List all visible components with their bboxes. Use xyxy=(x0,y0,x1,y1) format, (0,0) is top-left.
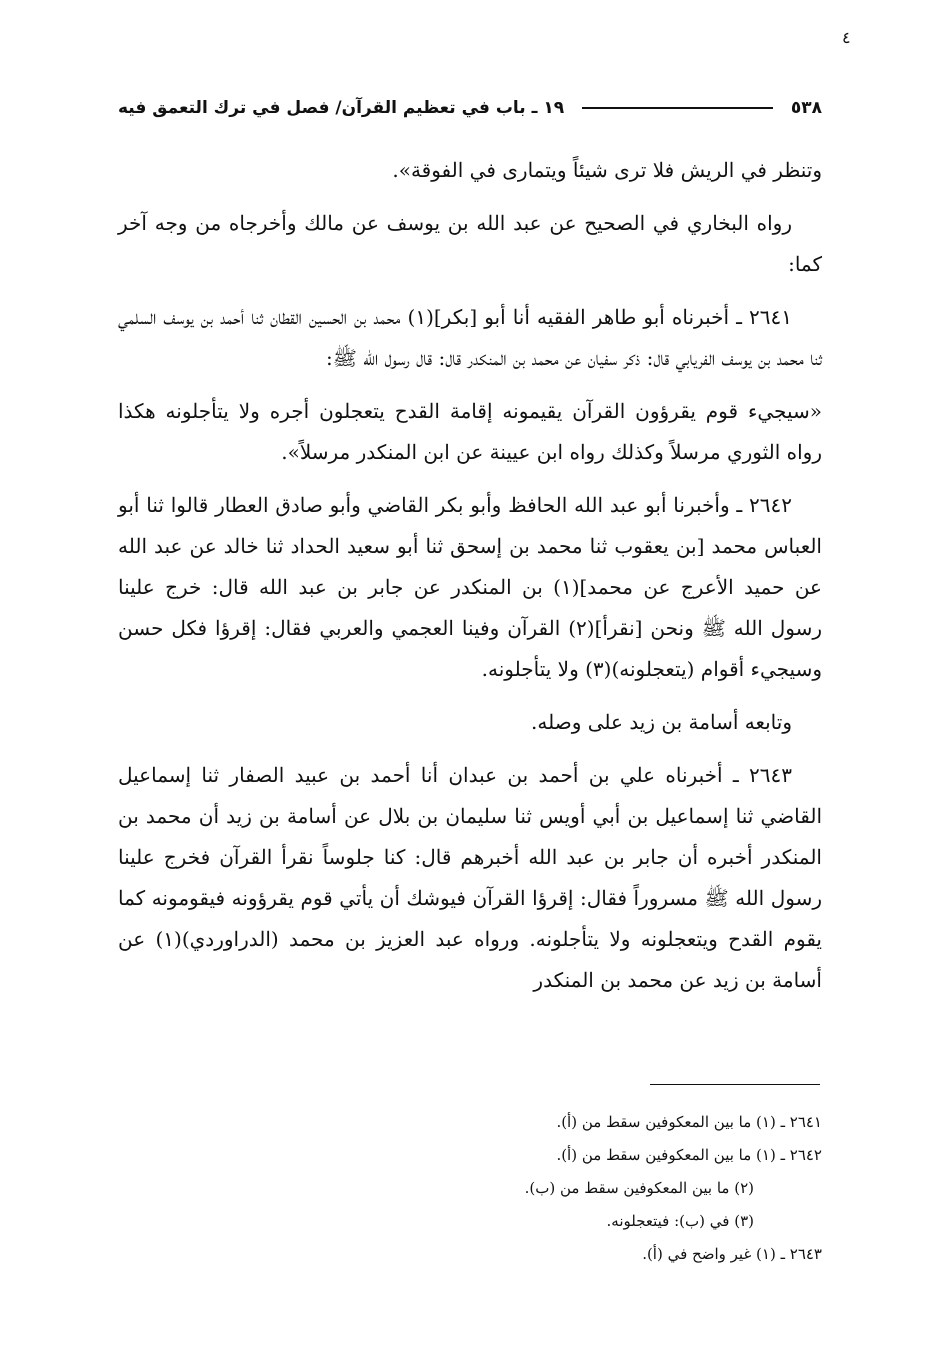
paragraph: وتابعه أسامة بن زيد على وصله. xyxy=(531,710,792,734)
footnote: ٢٦٤٢ ـ (١) ما بين المعكوفين سقط من (أ). xyxy=(556,1146,822,1164)
footnote: (٢) ما بين المعكوفين سقط من (ب). xyxy=(524,1179,754,1197)
footnote: (٣) في (ب): فيتعجلونه. xyxy=(606,1212,754,1230)
header-rule xyxy=(582,107,773,109)
hadith-2642: ٢٦٤٢ ـ وأخبرنا أبو عبد الله الحافظ وأبو بكر القاضي وأبو صادق العطار قالوا ثنا أبو العباس محمد [بن يعقوب ثنا محمد بن إسحق ثنا أبو سعيد الحداد ثنا خالد عن عبد الله عن حميد الأعرج عن محمد](١) بن المنكدر عن جابر بن عبد الله قال: خرج علينا رسول الله ﷺ ونحن [نقرأ](٢) القرآن وفينا العجمي والعربي فقال: إقرؤا فكل حسن وسيجيء أقوام (يتعجلونه)(٣) ولا يتأجلونه. xyxy=(118,493,822,681)
footnote: ٢٦٤٣ ـ (١) غير واضح في (أ). xyxy=(642,1245,822,1263)
footnote: ٢٦٤١ ـ (١) ما بين المعكوفين سقط من (أ). xyxy=(556,1113,822,1131)
running-header xyxy=(118,92,822,124)
hadith-2641: ٢٦٤١ ـ أخبرناه أبو طاهر الفقيه أنا أبو [بكر](١) محمد بن الحسين القطان ثنا أحمد بن يوسف السلمي ثنا محمد بن يوسف الفريابي قال: ذكر سفيان عن محمد بن المنكدر قال: قال رسول الله ﷺ: xyxy=(118,305,822,370)
footnotes xyxy=(118,1106,822,1271)
paragraph: وتنظر في الريش فلا ترى شيئاً ويتمارى في الفوقة». xyxy=(392,158,822,182)
paragraph: رواه البخاري في الصحيح عن عبد الله بن يوسف عن مالك وأخرجاه من وجه آخر كما: xyxy=(118,211,822,276)
body-text xyxy=(118,150,822,1013)
footnote-rule xyxy=(650,1084,820,1085)
chapter-title: ١٩ ـ باب في تعظيم القرآن/ فصل في ترك التعمق فيه xyxy=(118,98,565,118)
paragraph: «سيجيء قوم يقرؤون القرآن يقيمونه إقامة القدح يتعجلون أجره ولا يتأجلونه هكذا رواه الثوري مرسلاً وكذلك رواه ابن عيينة عن ابن المنكدر مرسلاً». xyxy=(118,399,822,464)
hadith-2643: ٢٦٤٣ ـ أخبرناه علي بن أحمد بن عبدان أنا أحمد بن عبيد الصفار ثنا إسماعيل القاضي ثنا إسماعيل بن أبي أويس ثنا سليمان بن بلال عن أسامة بن زيد أن محمد بن المنكدر أخبره أن جابر بن عبد الله أخبرهم قال: كنا جلوساً نقرأ القرآن فخرج علينا رسول الله ﷺ مسروراً فقال: إقرؤا القرآن فيوشك أن يأتي قوم يقرؤونه فيقومونه كما يقوم القدح ويتعجلونه ولا يتأجلونه. ورواه عبد العزيز بن محمد (الدراوردي)(١) عن أسامة بن زيد عن محمد بن المنكدر xyxy=(118,763,823,992)
page-number: ٥٣٨ xyxy=(790,98,822,118)
corner-mark: ٤ xyxy=(842,28,851,47)
